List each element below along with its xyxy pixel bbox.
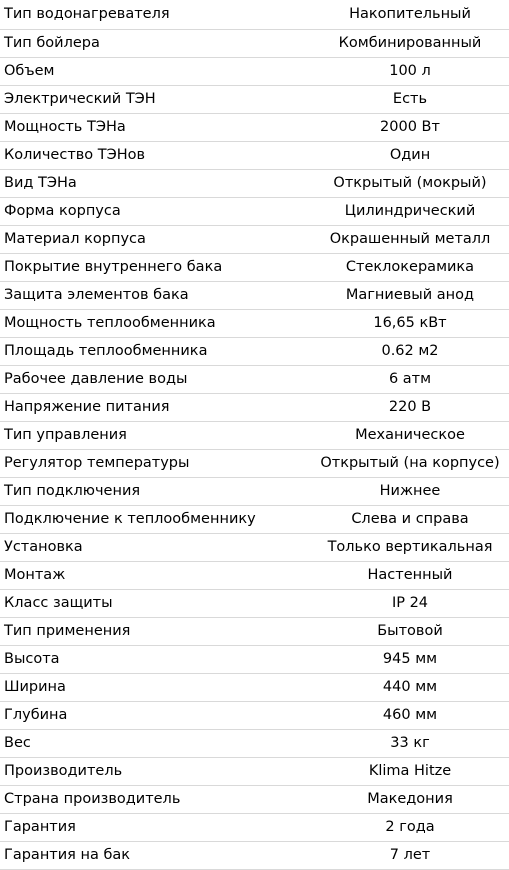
spec-label: Тип подключения xyxy=(0,478,311,506)
spec-value: 7 лет xyxy=(311,842,509,870)
spec-row xyxy=(0,170,509,198)
spec-row xyxy=(0,842,509,870)
spec-label: Количество ТЭНов xyxy=(0,142,311,170)
spec-label: Регулятор температуры xyxy=(0,450,311,478)
spec-row xyxy=(0,282,509,310)
spec-row xyxy=(0,730,509,758)
spec-value: 440 мм xyxy=(311,674,509,702)
spec-value: 33 кг xyxy=(311,730,509,758)
spec-label: Монтаж xyxy=(0,562,311,590)
spec-value: Только вертикальная xyxy=(311,534,509,562)
spec-value: Окрашенный металл xyxy=(311,226,509,254)
spec-row xyxy=(0,786,509,814)
spec-value: Цилиндрический xyxy=(311,198,509,226)
spec-label: Производитель xyxy=(0,758,311,786)
spec-value: 945 мм xyxy=(311,646,509,674)
spec-row xyxy=(0,422,509,450)
spec-row xyxy=(0,338,509,366)
spec-row xyxy=(0,702,509,730)
spec-value: Бытовой xyxy=(311,618,509,646)
spec-value: Настенный xyxy=(311,562,509,590)
spec-row xyxy=(0,142,509,170)
spec-label: Тип бойлера xyxy=(0,30,311,58)
spec-label: Вес xyxy=(0,730,311,758)
spec-label: Защита элементов бака xyxy=(0,282,311,310)
spec-label: Гарантия на бак xyxy=(0,842,311,870)
spec-row xyxy=(0,758,509,786)
spec-label: Глубина xyxy=(0,702,311,730)
spec-row xyxy=(0,590,509,618)
spec-value: Открытый (на корпусе) xyxy=(311,450,509,478)
spec-row xyxy=(0,618,509,646)
spec-value: Есть xyxy=(311,86,509,114)
spec-row xyxy=(0,86,509,114)
spec-label: Гарантия xyxy=(0,814,311,842)
spec-value: Klima Hitze xyxy=(311,758,509,786)
spec-row xyxy=(0,534,509,562)
spec-value: 6 атм xyxy=(311,366,509,394)
spec-label: Ширина xyxy=(0,674,311,702)
spec-label: Тип водонагревателя xyxy=(0,0,311,30)
spec-value: Магниевый анод xyxy=(311,282,509,310)
spec-value: Один xyxy=(311,142,509,170)
spec-row xyxy=(0,366,509,394)
spec-value: 0.62 м2 xyxy=(311,338,509,366)
spec-value: IP 24 xyxy=(311,590,509,618)
spec-label: Класс защиты xyxy=(0,590,311,618)
spec-value: Открытый (мокрый) xyxy=(311,170,509,198)
spec-label: Напряжение питания xyxy=(0,394,311,422)
spec-row xyxy=(0,562,509,590)
spec-row xyxy=(0,0,509,30)
spec-label: Тип применения xyxy=(0,618,311,646)
spec-label: Площадь теплообменника xyxy=(0,338,311,366)
spec-row xyxy=(0,226,509,254)
spec-label: Подключение к теплообменнику xyxy=(0,506,311,534)
spec-value: 2 года xyxy=(311,814,509,842)
spec-label: Покрытие внутреннего бака xyxy=(0,254,311,282)
spec-label: Вид ТЭНа xyxy=(0,170,311,198)
spec-value: 100 л xyxy=(311,58,509,86)
spec-value: Нижнее xyxy=(311,478,509,506)
spec-value: 220 В xyxy=(311,394,509,422)
spec-row xyxy=(0,450,509,478)
spec-value: Македония xyxy=(311,786,509,814)
spec-row xyxy=(0,30,509,58)
spec-row xyxy=(0,814,509,842)
spec-label: Высота xyxy=(0,646,311,674)
spec-row xyxy=(0,310,509,338)
spec-row xyxy=(0,198,509,226)
spec-label: Рабочее давление воды xyxy=(0,366,311,394)
spec-label: Форма корпуса xyxy=(0,198,311,226)
spec-label: Мощность теплообменника xyxy=(0,310,311,338)
spec-value: Стеклокерамика xyxy=(311,254,509,282)
spec-row xyxy=(0,114,509,142)
spec-label: Мощность ТЭНа xyxy=(0,114,311,142)
spec-label: Материал корпуса xyxy=(0,226,311,254)
spec-value: Слева и справа xyxy=(311,506,509,534)
spec-label: Электрический ТЭН xyxy=(0,86,311,114)
spec-row xyxy=(0,394,509,422)
spec-label: Установка xyxy=(0,534,311,562)
spec-value: Механическое xyxy=(311,422,509,450)
spec-row xyxy=(0,674,509,702)
spec-value: 2000 Вт xyxy=(311,114,509,142)
spec-value: 460 мм xyxy=(311,702,509,730)
spec-row xyxy=(0,58,509,86)
spec-label: Тип управления xyxy=(0,422,311,450)
spec-label: Страна производитель xyxy=(0,786,311,814)
spec-label: Объем xyxy=(0,58,311,86)
spec-value: 16,65 кВт xyxy=(311,310,509,338)
spec-value: Накопительный xyxy=(311,0,509,30)
spec-row xyxy=(0,254,509,282)
spec-row xyxy=(0,506,509,534)
spec-row xyxy=(0,478,509,506)
spec-row xyxy=(0,646,509,674)
spec-value: Комбинированный xyxy=(311,30,509,58)
